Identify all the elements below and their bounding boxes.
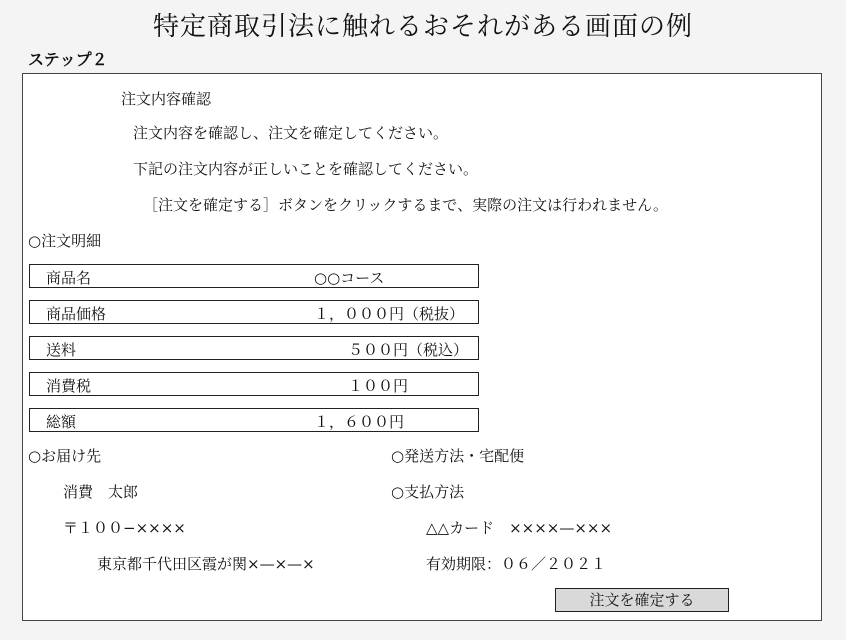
detail-value: １００円 [348, 377, 409, 395]
delivery-heading: ○お届け先 [28, 447, 102, 465]
order-detail-row-total [29, 408, 479, 432]
instruction-text: ［注文を確定する］ボタンをクリックするまで、実際の注文は行われません。 [143, 196, 669, 214]
shipping-method: ○発送方法・宅配便 [391, 447, 525, 465]
instruction-text: 注文内容を確認し、注文を確定してください。 [133, 124, 449, 142]
recipient-name: 消費 太郎 [63, 483, 139, 501]
section-title: 注文内容確認 [121, 90, 212, 108]
page-title: 特定商取引法に触れるおそれがある画面の例 [152, 12, 693, 42]
instruction-text: 下記の注文内容が正しいことを確認してください。 [133, 160, 479, 178]
detail-label: 消費税 [46, 377, 92, 395]
order-detail-row-product-price [29, 300, 479, 324]
card-info: △△カード ××××—××× [426, 519, 613, 537]
order-detail-row-product-name [29, 264, 479, 288]
order-confirmation-screen [22, 73, 822, 621]
payment-method-heading: ○支払方法 [391, 483, 465, 501]
postal-code: 〒１００−×××× [63, 519, 186, 537]
step-label: ステップ２ [28, 50, 108, 69]
detail-value: １，６００円 [314, 413, 405, 431]
order-detail-row-shipping-fee [29, 336, 479, 360]
detail-value: ○○コース [314, 269, 385, 287]
detail-label: 商品価格 [46, 305, 107, 323]
order-details-heading: ○注文明細 [28, 232, 102, 250]
detail-value: １，０００円（税抜） [314, 305, 465, 323]
detail-label: 送料 [46, 341, 77, 359]
confirm-order-button[interactable]: 注文を確定する [555, 588, 729, 612]
delivery-address: 東京都千代田区霞が関×—×—× [97, 555, 315, 573]
detail-value: ５００円（税込） [348, 341, 469, 359]
card-expiry: 有効期限：０６／２０２１ [426, 555, 607, 573]
detail-label: 総額 [46, 413, 77, 431]
order-detail-row-consumption-tax [29, 372, 479, 396]
detail-label: 商品名 [46, 269, 92, 287]
